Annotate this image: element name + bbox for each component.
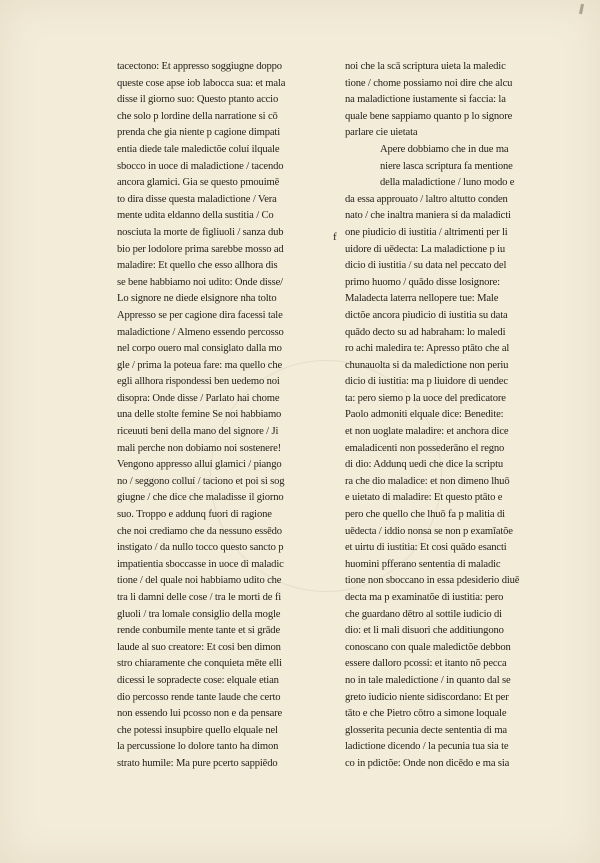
text-line: huomini pfferano sententia di maladic: [345, 558, 501, 570]
text-line: dictõe ancora piudicio di iustitia su data: [345, 309, 508, 321]
text-line: se bene habbiamo noi udito: Onde disse/: [117, 276, 283, 288]
text-line: rende conbumile mente tante et si grāde: [117, 625, 280, 637]
text-line: entia diede tale maledictõe coluí ilquale: [117, 143, 280, 155]
text-line: nel corpo ouero mal consiglato dalla mo: [117, 343, 282, 355]
text-line: dicio di iustitia: ma p liuidore di uendec: [345, 376, 508, 388]
text-line: parlare cie uietata: [345, 127, 418, 139]
text-line: disse il giorno suo: Questo ptanto accio: [117, 94, 279, 106]
text-line: no / seggono colluí / taciono et poi si sog: [117, 475, 285, 487]
text-line: Vengono appresso allui glamici / piango: [117, 459, 282, 471]
text-line: tacectono: Et appresso soggiugne doppo: [117, 61, 282, 72]
ink-mark: [579, 4, 584, 14]
text-line: tione / del quale noi habbiamo udito che: [117, 575, 282, 587]
text-line: tra li damni delle cose / tra le morti de fi: [117, 592, 282, 603]
text-line: conoscano con quale maledictõe debbon: [345, 641, 511, 653]
text-line: maladire: Et quello che esso allhora dis: [117, 260, 278, 272]
text-line: instigato / da nullo tocco questo sancto p: [117, 542, 284, 554]
text-line: dio: et li mali disuori che additiungono: [345, 625, 504, 637]
text-line: et uirtu di iustitia: Et cosi quādo esancti: [345, 542, 507, 554]
text-line: Appresso se per cagione dira facessi tale: [117, 309, 283, 321]
text-line: tione / chome possiamo noi dire che alcu: [345, 77, 513, 89]
text-line: greto iudicio niente sidiscordano: Et per: [345, 691, 509, 703]
text-line: suo. Troppo e addunq fuori di ragione: [117, 509, 272, 521]
text-line: uēdecta / iddio nonsa se non p examīatõe: [345, 525, 513, 537]
text-line: prenda che gia niente p cagione dimpati: [117, 127, 280, 139]
text-line: stro chiaramente che conquieta mēte elli: [117, 658, 282, 670]
text-line: che noi crediamo che da nessuno essēdo: [117, 525, 282, 537]
text-line: Lo signore ne diede elsignore nha tolto: [117, 293, 277, 305]
text-line: Paolo admoniti elquale dice: Benedite:: [345, 409, 504, 421]
text-line: una delle stolte femine Se noi habbiamo: [117, 409, 282, 421]
text-line: uidore di uēdecta: La maladictione p iu: [345, 243, 506, 255]
text-line: emaladicenti non possederāno el regno: [345, 442, 505, 454]
text-line: pero che quello che lhuō fa p malitia di: [345, 509, 505, 521]
text-line: gle / prima la poteua fare: ma quello che: [117, 359, 283, 371]
text-line: maladictione / Almeno essendo percosso: [117, 326, 284, 338]
text-line: queste cose apse iob labocca sua: et mala: [117, 77, 286, 89]
text-line: to dira disse questa maladictione / Vera: [117, 193, 277, 205]
text-line: chunauolta si da maledictione non periu: [345, 359, 509, 371]
text-line: riceuuti beni della mano del signore / Ji: [117, 426, 279, 438]
text-column-right: [333, 59, 550, 773]
text-line: Apere dobbiamo che in due ma: [380, 143, 509, 155]
text-line: non essendo lui pcosso non e da pensare: [117, 708, 283, 720]
text-line: della maladictione / luno modo e: [380, 177, 515, 189]
text-line: da essa approuato / laltro altutto conden: [345, 193, 508, 205]
text-line: giugne / che dice che maladisse il giorno: [117, 492, 284, 504]
text-line: niere lasca scriptura fa mentione: [380, 160, 513, 172]
text-line: Maladecta laterra nellopere tue: Male: [345, 293, 499, 305]
text-line: egli allhora rispondessi ben uedemo noi: [117, 376, 280, 388]
text-line: no in tale maledictione / in quanto dal se: [345, 674, 511, 686]
text-column-left: [117, 59, 327, 773]
text-line: sbocco in uoce di maladictione / tacendo: [117, 160, 284, 172]
text-line: la percussione lo dolore tanto ha dimon: [117, 741, 279, 753]
text-line: ra che dio maladice: et non dimeno lhuō: [345, 475, 510, 487]
text-line: laude al suo creatore: Et cosi ben dimon: [117, 641, 281, 653]
text-line: noi che la scā scriptura uieta la maledic: [345, 61, 506, 72]
text-line: strato humile: Ma pure pcerto sappiēdo: [117, 757, 278, 769]
text-line: mali perche non dobiamo noi sostenere!: [117, 442, 282, 454]
text-line: gluoli / tra lomale consiglio della mogle: [117, 608, 281, 620]
text-line: tione non sboccano in essa pdesiderio diuē: [345, 575, 520, 587]
text-line: disopra: Onde disse / Parlato hai chome: [117, 392, 280, 404]
text-line: essere dalloro pcossi: et itanto nõ pecca: [345, 658, 507, 670]
initial-guide-letter: f: [333, 231, 337, 243]
text-line: di dio: Addunq uedi che dice la scriptu: [345, 459, 504, 471]
text-line: et non uoglate maladire: et anchora dice: [345, 426, 509, 438]
text-line: ta: pero siemo p la uoce del predicatore: [345, 392, 506, 404]
text-line: decta ma p examinatõe di iustitia: pero: [345, 592, 504, 603]
text-line: quādo decto su ad habraham: lo maledi: [345, 326, 506, 338]
text-line: e uietato di maladire: Et questo ptāto e: [345, 492, 503, 504]
text-line: na maladictione iustamente si faccia: la: [345, 94, 506, 106]
text-line: ro achi maledira te: Apresso ptāto che al: [345, 343, 510, 355]
text-line: primo huomo / quādo disse losignore:: [345, 276, 500, 288]
text-line: che guardano dētro al sottile iudicio di: [345, 608, 502, 620]
text-line: bio per lodolore prima sarebbe mosso ad: [117, 243, 284, 255]
text-line: nosciuta la morte de figliuoli / sanza dub: [117, 226, 284, 238]
text-line: dicio di iustitia / su data nel peccato del: [345, 260, 507, 272]
text-line: che potessi insupbire quello elquale nel: [117, 724, 278, 736]
text-line: co in pdictõe: Onde non dicēdo e ma sia: [345, 757, 510, 769]
text-line: one piudicio di iustitia / altrimenti per li: [345, 226, 508, 238]
text-line: ancora glamici. Gia se questo pmouimē: [117, 177, 280, 189]
text-line: dicessi le sopradecte cose: elquale etian: [117, 674, 279, 686]
text-line: mente udita eldanno della sustitia / Co: [117, 210, 274, 222]
text-line: quale bene sappiamo quanto p lo signore: [345, 110, 513, 122]
text-line: ladictione dicendo / la pecunia tua sia te: [345, 741, 509, 753]
text-line: nato / che inaltra maniera si da maladicti: [345, 210, 511, 222]
text-line: glosserita pecunia decte sententia di ma: [345, 724, 507, 736]
text-line: impatientia sboccasse in uoce di maladic: [117, 558, 284, 570]
text-line: dio percosso rende tante laude che certo: [117, 691, 281, 703]
text-line: tāto e che Pietro cōtro a simone loquale: [345, 708, 507, 720]
text-line: che solo p lordine della narratione si cō: [117, 110, 278, 122]
